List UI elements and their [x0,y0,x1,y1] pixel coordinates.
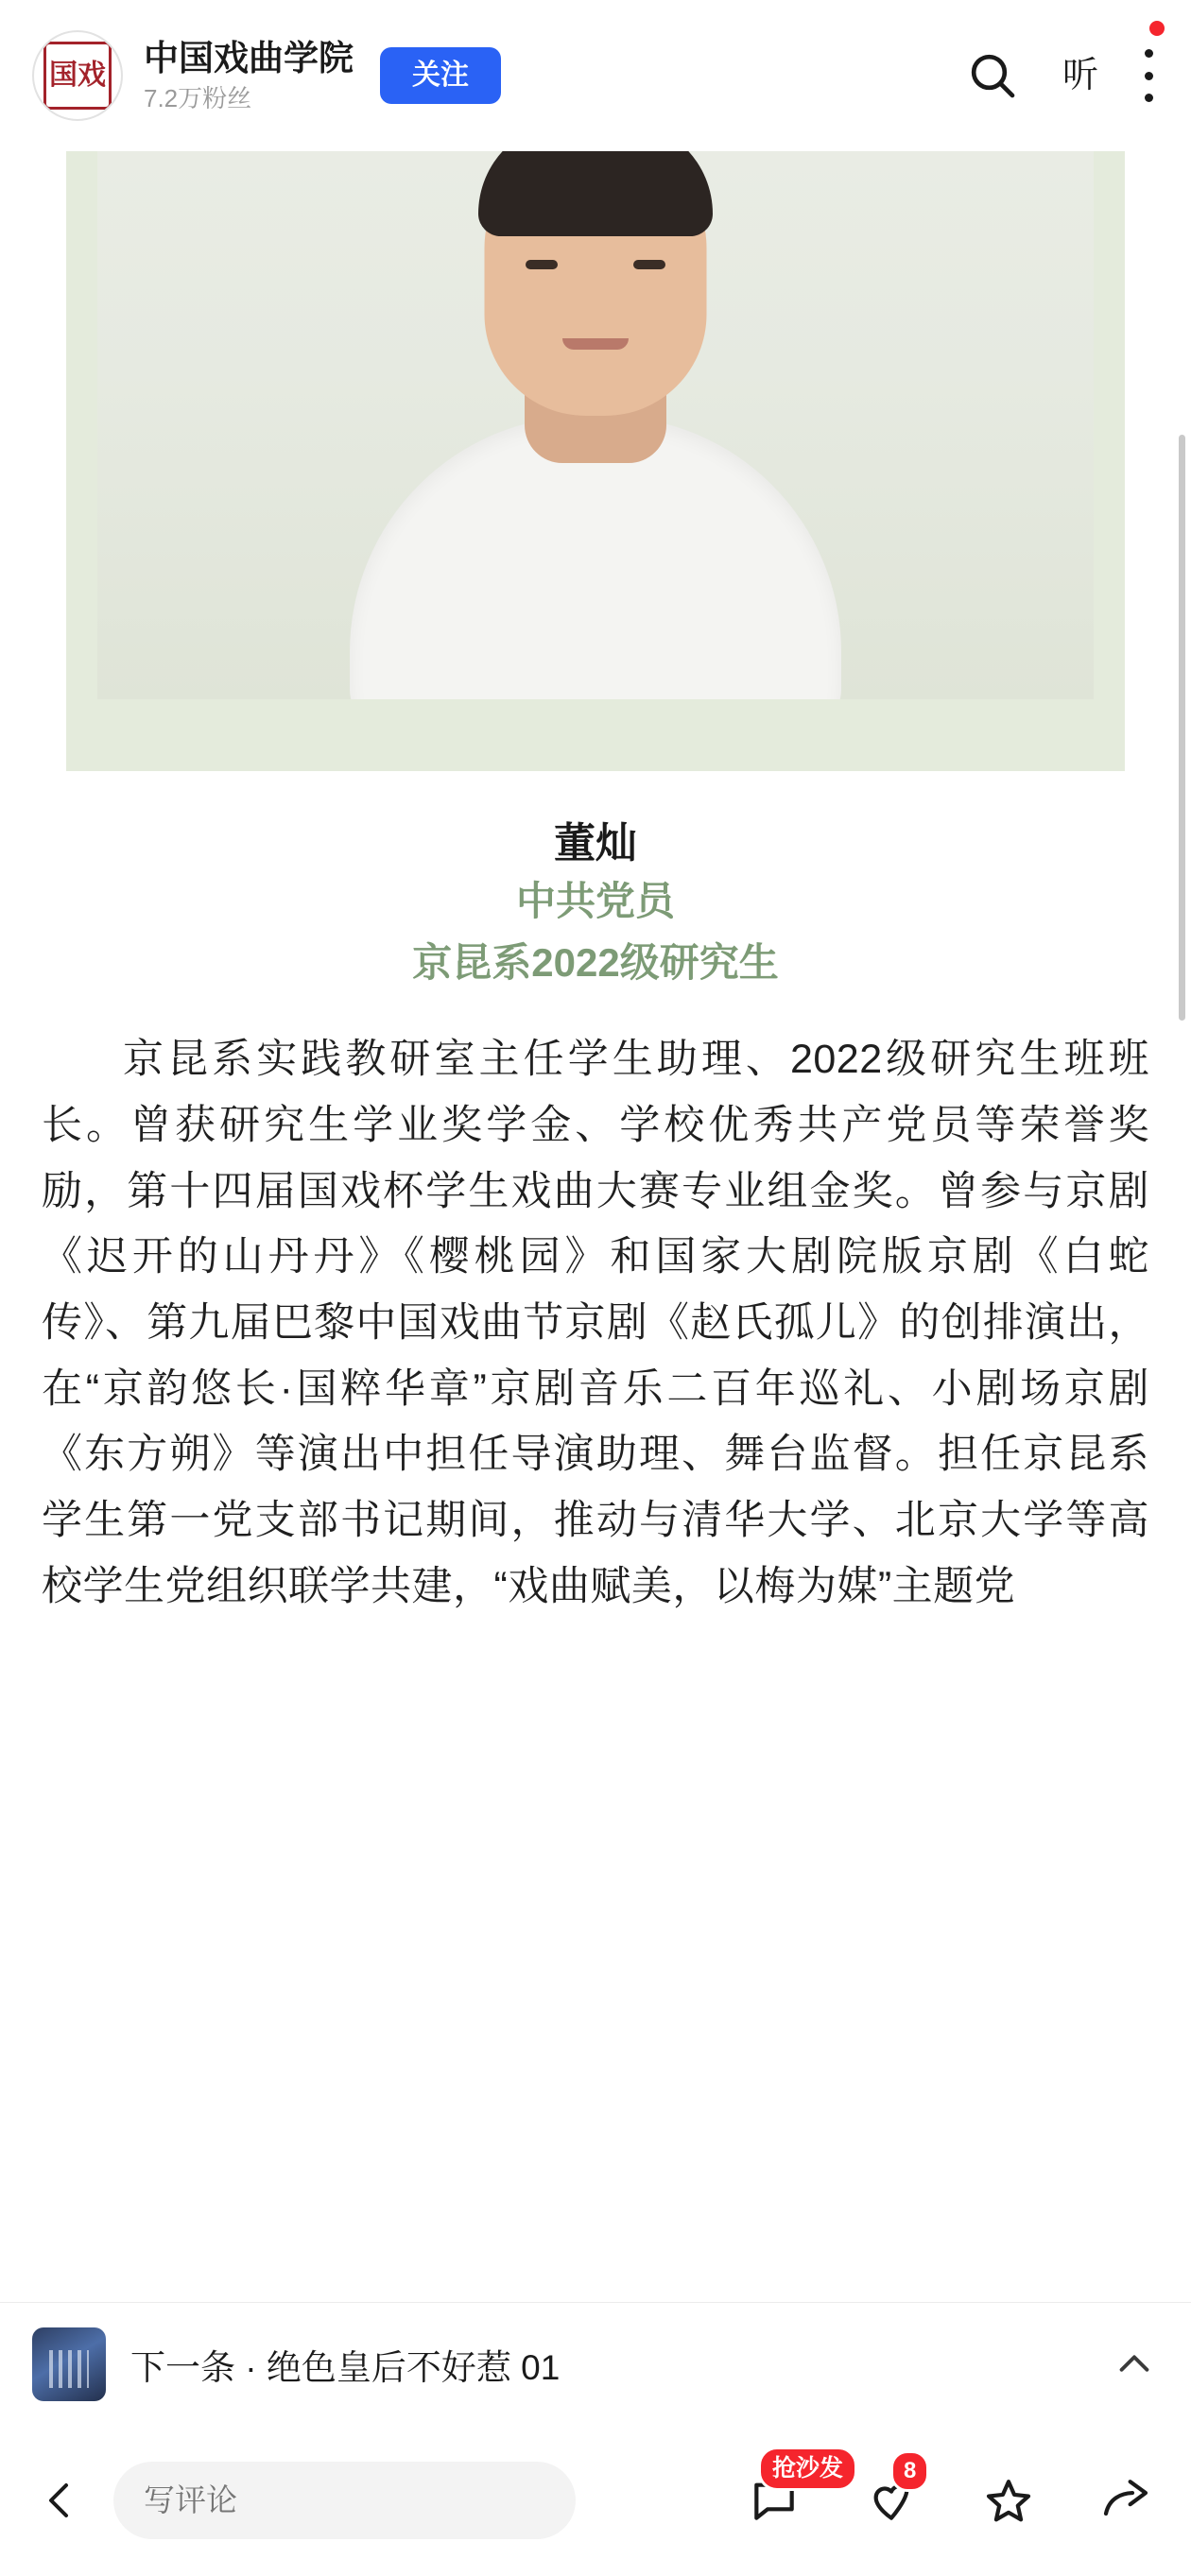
comment-badge: 抢沙发 [758,2447,857,2491]
hero-image-block [66,151,1125,771]
vertical-scrollbar[interactable] [1179,435,1185,1021]
avatar-seal-text: 国戏 [43,42,112,110]
search-button[interactable] [966,49,1019,102]
comment-input[interactable] [113,2462,576,2539]
listen-label: 听 [1062,56,1098,95]
portrait-eye-right [633,260,665,269]
notification-dot [1149,21,1165,36]
top-actions [966,49,1159,102]
portrait-eye-left [526,260,558,269]
top-bar [0,0,1191,151]
star-icon [982,2474,1035,2527]
portrait-hair [478,151,713,236]
listen-button[interactable] [1062,58,1098,94]
comment-button[interactable] [743,2455,844,2532]
account-name: 中国戏曲学院 [144,38,354,77]
next-video-title: 下一条 · 绝色皇后不好惹 01 [130,2347,561,2387]
like-count-badge: 8 [890,2450,929,2492]
follower-count: 7.2万粉丝 [144,84,252,113]
search-icon [966,49,1019,102]
portrait-mouth [562,338,629,350]
person-name: 董灿 [554,820,637,867]
portrait-photo [97,151,1094,699]
chevron-up-icon[interactable] [1110,2340,1159,2389]
bottom-icon-group [743,2455,1163,2532]
more-menu-button[interactable] [1142,49,1155,102]
favorite-button[interactable] [977,2469,1040,2532]
bottom-action-bar [0,2425,1191,2576]
share-button[interactable] [1095,2469,1157,2532]
like-button[interactable] [860,2458,923,2532]
follow-button[interactable]: 关注 [380,47,501,104]
account-info[interactable] [144,39,354,112]
article-body: 京昆系实践教研室主任学生助理、2022级研究生班班长。曾获研究生学业奖学金、学校优秀共产党员等荣誉奖励，第十四届国戏杯学生戏曲大赛专业组金奖。曾参与京剧《迟开的山丹丹》《樱桃园》和国家大剧院版京剧《白蛇传》、第九届巴黎中国戏曲节京剧《赵氏孤儿》的创排演出，在“京韵悠长·国粹华章”京剧音乐二百年巡礼、小剧场京剧《东方朔》等演出中担任导演助理、舞台监督。担任京昆系学生第一党支部书记期间，推动与清华大学、北京大学等高校学生党组织联学共建，“戏曲赋美，以梅为媒”主题党 [42,1037,1149,1609]
kebab-menu-icon [1142,49,1155,102]
article-scroll-area[interactable] [0,151,1191,2302]
back-button[interactable] [23,2463,98,2538]
next-video-bar[interactable] [0,2302,1191,2425]
person-party-status: 中共党员 [515,879,675,924]
avatar[interactable] [32,30,123,121]
share-icon [1099,2474,1152,2527]
person-program: 京昆系2022级研究生 [412,940,779,986]
back-arrow-icon [38,2478,83,2523]
video-thumbnail[interactable] [32,2327,106,2401]
